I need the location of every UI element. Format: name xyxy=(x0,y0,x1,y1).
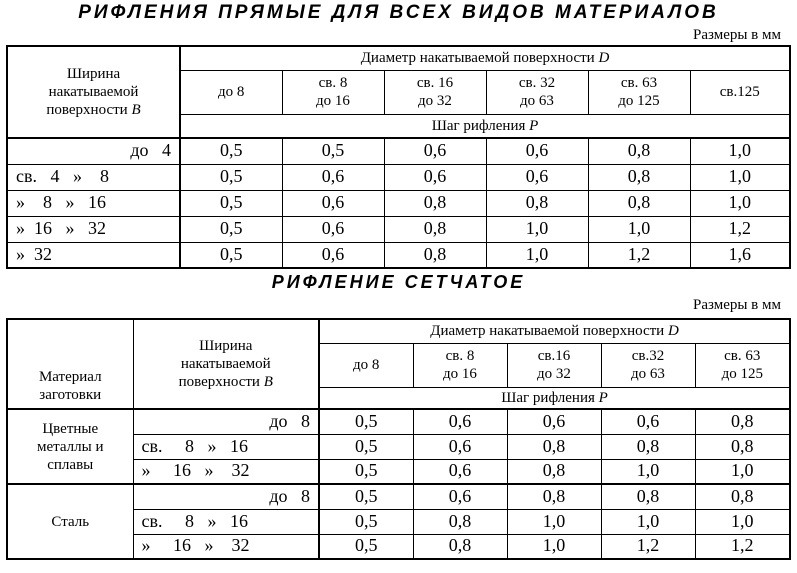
pitch-value-cell: 0,8 xyxy=(695,484,790,509)
pitch-value-cell: 0,6 xyxy=(282,242,384,268)
width-header: Ширина накатываемой поверхности B xyxy=(133,319,319,409)
material-cell: Цветные металлы и сплавы xyxy=(7,409,133,484)
pitch-value-cell: 1,2 xyxy=(588,242,690,268)
pitch-value-cell: 1,0 xyxy=(690,138,790,164)
pitch-value-cell: 0,5 xyxy=(319,509,413,534)
width-range-cell: св. 8 » 16 xyxy=(133,509,319,534)
pitch-value-cell: 0,8 xyxy=(384,216,486,242)
pitch-header: Шаг рифления P xyxy=(180,114,790,138)
pitch-value-cell: 0,6 xyxy=(601,409,695,434)
table-row xyxy=(7,216,790,242)
width-range-cell: св. 4 » 8 xyxy=(7,164,180,190)
table1-units-note: Размеры в мм xyxy=(692,27,781,43)
width-range-cell: до 8 xyxy=(133,409,319,434)
pitch-value-cell: 0,6 xyxy=(413,459,507,484)
pitch-value-cell: 0,8 xyxy=(695,409,790,434)
diameter-col-header: св. 8 до 16 xyxy=(282,70,384,114)
pitch-value-cell: 1,6 xyxy=(690,242,790,268)
pitch-value-cell: 1,2 xyxy=(690,216,790,242)
pitch-value-cell: 0,8 xyxy=(413,534,507,559)
pitch-value-cell: 0,8 xyxy=(507,434,601,459)
pitch-value-cell: 0,8 xyxy=(413,509,507,534)
pitch-value-cell: 0,8 xyxy=(588,190,690,216)
pitch-value-cell: 0,5 xyxy=(180,216,282,242)
pitch-value-cell: 1,0 xyxy=(695,459,790,484)
pitch-value-cell: 0,8 xyxy=(507,484,601,509)
table1-title: РИФЛЕНИЯ ПРЯМЫЕ ДЛЯ ВСЕХ ВИДОВ МАТЕРИАЛОВ xyxy=(78,2,719,23)
table-row xyxy=(7,242,790,268)
table-row xyxy=(7,164,790,190)
pitch-value-cell: 1,2 xyxy=(695,534,790,559)
pitch-value-cell: 1,0 xyxy=(695,509,790,534)
pitch-value-cell: 0,6 xyxy=(282,190,384,216)
table-row xyxy=(7,190,790,216)
pitch-header: Шаг рифления P xyxy=(319,387,790,409)
pitch-value-cell: 1,0 xyxy=(507,509,601,534)
pitch-value-cell: 0,5 xyxy=(180,190,282,216)
pitch-value-cell: 0,6 xyxy=(486,138,588,164)
pitch-value-cell: 1,0 xyxy=(486,216,588,242)
pitch-value-cell: 1,2 xyxy=(601,534,695,559)
pitch-value-cell: 0,6 xyxy=(413,434,507,459)
pitch-value-cell: 0,8 xyxy=(384,190,486,216)
pitch-value-cell: 1,0 xyxy=(601,459,695,484)
diameter-col-header: до 8 xyxy=(319,343,413,387)
pitch-value-cell: 0,6 xyxy=(384,164,486,190)
width-range-cell: » 16 » 32 xyxy=(7,216,180,242)
width-header: Ширина накатываемой поверхности B xyxy=(7,46,180,138)
pitch-value-cell: 0,5 xyxy=(319,434,413,459)
pitch-value-cell: 0,5 xyxy=(282,138,384,164)
diameter-col-header: до 8 xyxy=(180,70,282,114)
material-header: Материал заготовки xyxy=(7,319,133,409)
pitch-value-cell: 0,8 xyxy=(601,484,695,509)
pitch-value-cell: 0,5 xyxy=(319,484,413,509)
diameter-col-header: св.16 до 32 xyxy=(507,343,601,387)
pitch-value-cell: 1,0 xyxy=(507,534,601,559)
pitch-value-cell: 0,8 xyxy=(695,434,790,459)
diameter-col-header: св. 63 до 125 xyxy=(588,70,690,114)
diameter-col-header: св. 63 до 125 xyxy=(695,343,790,387)
pitch-value-cell: 0,6 xyxy=(413,409,507,434)
pitch-value-cell: 0,8 xyxy=(507,459,601,484)
diameter-col-header: св.125 xyxy=(690,70,790,114)
pitch-value-cell: 0,5 xyxy=(319,409,413,434)
diameter-header: Диаметр накатываемой поверхности D xyxy=(180,46,790,70)
pitch-value-cell: 0,5 xyxy=(319,459,413,484)
diameter-header: Диаметр накатываемой поверхности D xyxy=(319,319,790,343)
diameter-col-header: св.32 до 63 xyxy=(601,343,695,387)
pitch-value-cell: 0,6 xyxy=(413,484,507,509)
straight-knurl-table xyxy=(6,45,791,269)
table2-units-note: Размеры в мм xyxy=(692,297,781,313)
pitch-value-cell: 0,6 xyxy=(282,216,384,242)
mesh-knurl-table xyxy=(6,318,791,560)
pitch-value-cell: 0,6 xyxy=(384,138,486,164)
material-cell: Сталь xyxy=(7,484,133,559)
pitch-value-cell: 1,0 xyxy=(588,216,690,242)
pitch-value-cell: 0,5 xyxy=(180,138,282,164)
pitch-value-cell: 0,5 xyxy=(319,534,413,559)
pitch-value-cell: 0,6 xyxy=(282,164,384,190)
diameter-col-header: св. 8 до 16 xyxy=(413,343,507,387)
table-row xyxy=(7,409,790,434)
pitch-value-cell: 0,8 xyxy=(384,242,486,268)
pitch-value-cell: 0,8 xyxy=(486,190,588,216)
pitch-value-cell: 1,0 xyxy=(690,164,790,190)
width-range-cell: » 16 » 32 xyxy=(133,459,319,484)
width-range-cell: » 16 » 32 xyxy=(133,534,319,559)
pitch-value-cell: 1,0 xyxy=(690,190,790,216)
pitch-value-cell: 1,0 xyxy=(486,242,588,268)
pitch-value-cell: 0,6 xyxy=(507,409,601,434)
diameter-col-header: св. 16 до 32 xyxy=(384,70,486,114)
width-range-cell: св. 8 » 16 xyxy=(133,434,319,459)
diameter-col-header: св. 32 до 63 xyxy=(486,70,588,114)
table2-title: РИФЛЕНИЕ СЕТЧАТОЕ xyxy=(271,272,526,292)
pitch-value-cell: 0,8 xyxy=(588,164,690,190)
width-range-cell: » 32 xyxy=(7,242,180,268)
pitch-value-cell: 0,8 xyxy=(601,434,695,459)
pitch-value-cell: 0,8 xyxy=(588,138,690,164)
pitch-value-cell: 0,5 xyxy=(180,164,282,190)
width-range-cell: до 4 xyxy=(7,138,180,164)
table-row xyxy=(7,484,790,509)
pitch-value-cell: 1,0 xyxy=(601,509,695,534)
table-row xyxy=(7,138,790,164)
pitch-value-cell: 0,5 xyxy=(180,242,282,268)
width-range-cell: » 8 » 16 xyxy=(7,190,180,216)
pitch-value-cell: 0,6 xyxy=(486,164,588,190)
width-range-cell: до 8 xyxy=(133,484,319,509)
